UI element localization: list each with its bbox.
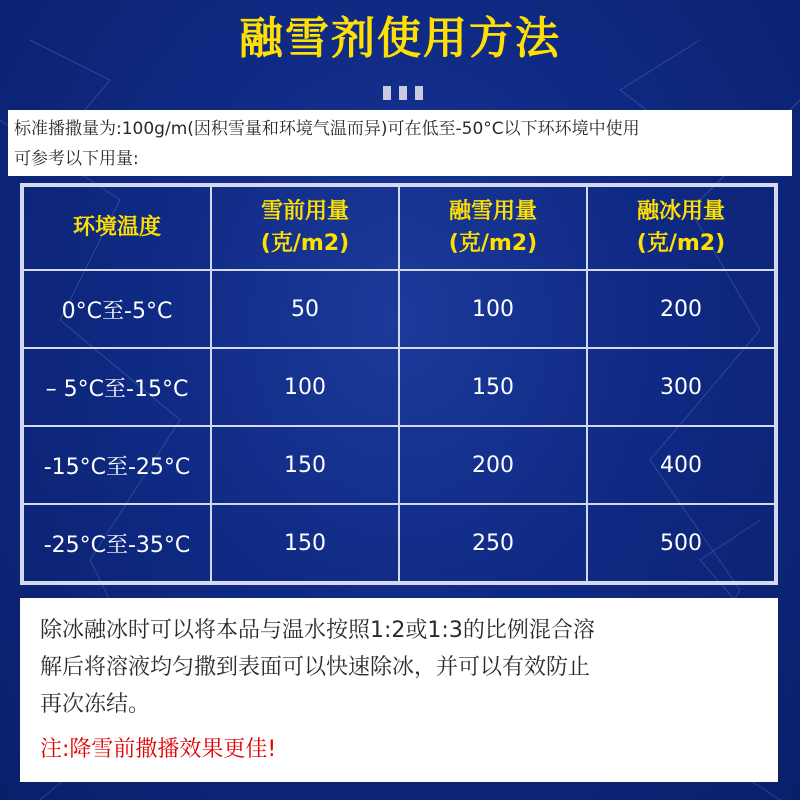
cell-temperature: – 5°C至-15°C [23, 348, 211, 426]
intro-line-1: 标准播撒量为:100g/m(因积雪量和环境气温而异)可在低至-50°C以下环环境中使用 [14, 119, 640, 139]
table-header-row [23, 186, 775, 270]
cell-snow-melt: 150 [399, 348, 587, 426]
cell-temperature: -15°C至-25°C [23, 426, 211, 504]
cell-snow-melt: 200 [399, 426, 587, 504]
header-temperature: 环境温度 [23, 186, 211, 270]
table-row [23, 270, 775, 348]
table-row [23, 426, 775, 504]
header-snow-melt: 融雪用量 (克/m2) [399, 186, 587, 270]
dot [399, 86, 407, 100]
intro-text-box [8, 110, 792, 176]
cell-ice-melt: 300 [587, 348, 775, 426]
page-title: 融雪剂使用方法 [239, 13, 561, 64]
cell-pre-snow: 150 [211, 426, 399, 504]
note-line-2: 解后将溶液均匀撒到表面可以快速除冰，并可以有效防止 [40, 655, 591, 680]
dosage-table [20, 183, 778, 585]
note-line-1: 除冰融冰时可以将本品与温水按照1:2或1:3的比例混合溶 [40, 618, 595, 643]
warning-note: 注:降雪前撒播效果更佳! [40, 737, 277, 762]
header-pre-snow: 雪前用量 (克/m2) [211, 186, 399, 270]
dot [383, 86, 391, 100]
table-row [23, 348, 775, 426]
cell-pre-snow: 150 [211, 504, 399, 582]
cell-pre-snow: 100 [211, 348, 399, 426]
usage-note-box [20, 598, 778, 782]
cell-pre-snow: 50 [211, 270, 399, 348]
cell-ice-melt: 500 [587, 504, 775, 582]
cell-snow-melt: 100 [399, 270, 587, 348]
cell-ice-melt: 400 [587, 426, 775, 504]
intro-line-2: 可参考以下用量: [14, 149, 139, 169]
decorative-dots [383, 86, 423, 100]
table-row [23, 504, 775, 582]
cell-ice-melt: 200 [587, 270, 775, 348]
dot [415, 86, 423, 100]
cell-temperature: 0°C至-5°C [23, 270, 211, 348]
note-line-3: 再次冻结。 [40, 692, 151, 717]
cell-temperature: -25°C至-35°C [23, 504, 211, 582]
header-ice-melt: 融冰用量 (克/m2) [587, 186, 775, 270]
cell-snow-melt: 250 [399, 504, 587, 582]
